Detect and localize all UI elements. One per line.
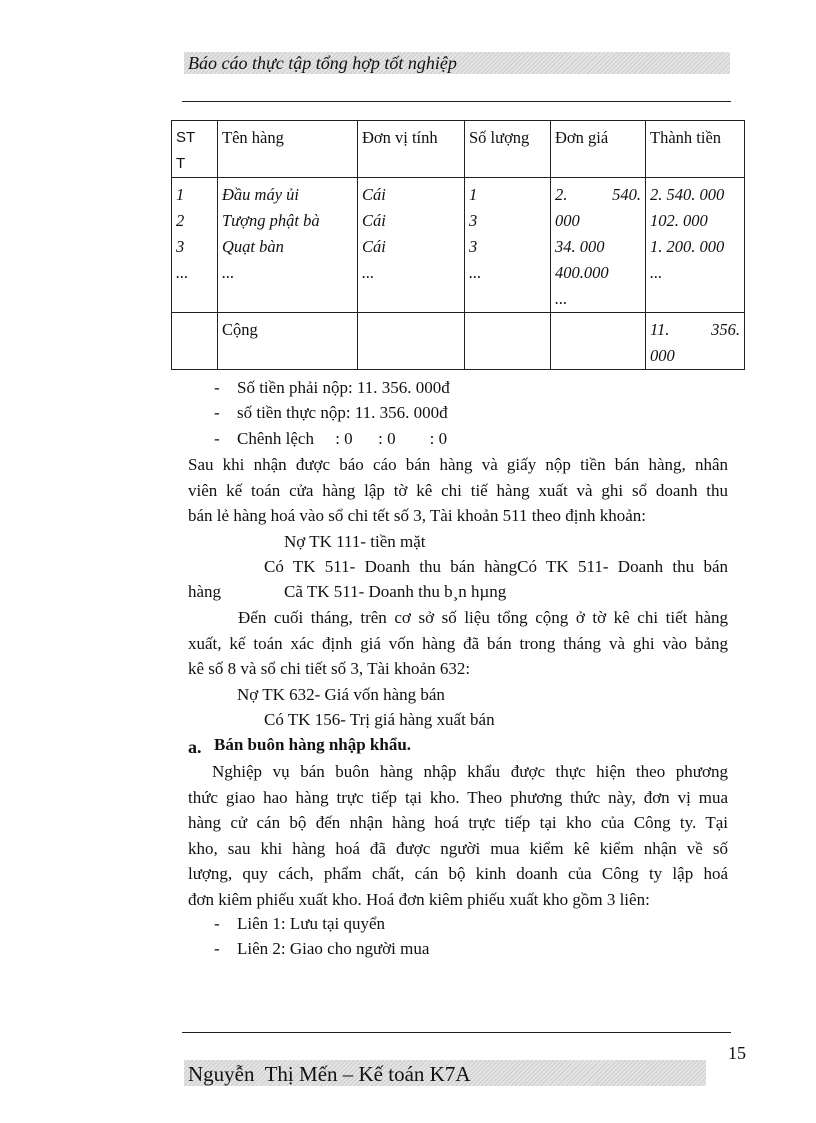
table-total-row <box>172 313 745 370</box>
total-amount-part: 11. <box>650 320 670 339</box>
lien-1: Liên 1: Lưu tại quyển <box>237 914 386 933</box>
item-price: 000 <box>555 211 580 230</box>
entry-hang-word: hàng <box>188 582 222 601</box>
stt-value: ... <box>176 263 189 282</box>
unit-cell <box>358 178 465 313</box>
paragraph-line: đơn kiêm phiếu xuất kho. Hoá đơn kiêm phiếu xuất kho gồm 3 liên: <box>188 889 650 909</box>
total-amount-part: 356. <box>711 320 740 339</box>
total-empty-cell <box>465 313 551 370</box>
item-name: Quạt bàn <box>222 237 284 256</box>
item-unit: Cái <box>362 211 386 230</box>
page-header <box>184 52 730 74</box>
item-price: 400.000 <box>555 263 609 282</box>
item-price-split <box>555 182 641 208</box>
paragraph-line: Sau khi nhận được báo cáo bán hàng và giấy nộp tiền bán hàng, nhân <box>188 455 728 474</box>
paragraph-line: viên kế toán cửa hàng lập tờ kê chi tiế hàng xuất và ghi sổ doanh thu <box>188 480 728 500</box>
paragraph-line: xuất, kế toán xác định giá vốn hàng đã bán trong tháng và ghi vào bảng <box>188 633 728 653</box>
item-amount: 102. 000 <box>650 211 708 230</box>
total-label: Cộng <box>218 313 358 370</box>
table-row <box>172 178 745 313</box>
amount-cell <box>646 178 745 313</box>
item-price: ... <box>555 289 568 308</box>
bullet-amount-paid: số tiền thực nộp: 11. 356. 000đ <box>237 403 448 422</box>
item-unit: Cái <box>362 237 386 256</box>
item-amount: ... <box>650 263 663 282</box>
item-amount: 1. 200. 000 <box>650 237 725 256</box>
item-price: 34. 000 <box>555 237 605 256</box>
stt-value: 2 <box>176 211 185 230</box>
paragraph-line: thức giao hao hàng trực tiếp tại kho. Theo phương thức này, đơn vị mua <box>188 787 728 807</box>
item-unit: Cái <box>362 185 386 204</box>
paragraph-cost <box>188 605 728 682</box>
price-part: 540. <box>612 185 641 204</box>
page-footer <box>184 1060 706 1086</box>
quantity-cell <box>465 178 551 313</box>
goods-table <box>171 120 745 370</box>
stt-value: 1 <box>176 185 185 204</box>
item-quantity: 1 <box>469 185 478 204</box>
header-price: Đơn giá <box>551 121 646 178</box>
stt-value: 3 <box>176 237 185 256</box>
item-name: Đầu máy ủi <box>222 185 299 204</box>
dash-marker: - <box>214 939 220 958</box>
paragraph-wholesale <box>188 759 728 912</box>
header-unit: Đơn vị tính <box>358 121 465 178</box>
header-rule <box>182 101 731 102</box>
total-amount-part: 000 <box>650 346 675 365</box>
header-quantity: Số lượng <box>465 121 551 178</box>
paragraph-line: Nghiệp vụ bán buôn hàng nhập khẩu được thực hiện theo phương <box>212 762 728 781</box>
entry-debit-111: Nợ TK 111- tiền mặt <box>284 532 426 551</box>
header-title: Báo cáo thực tập tổng hợp tốt nghiệp <box>188 53 457 73</box>
header-amount: Thành tiền <box>646 121 745 178</box>
table-header-row <box>172 121 745 178</box>
total-empty-cell <box>358 313 465 370</box>
total-amount-split <box>650 317 740 343</box>
footer-rule <box>182 1032 731 1033</box>
paragraph-line: kho, sau khi hàng hoá đã được người mua kiểm kê kiểm nhận về số <box>188 838 728 858</box>
dash-marker: - <box>214 914 220 933</box>
paragraph-line: hàng cử cán bộ đến nhận hàng hoá trực tiếp tại kho của Công ty. Tại <box>188 813 728 832</box>
item-amount: 2. 540. 000 <box>650 185 725 204</box>
section-title: Bán buôn hàng nhập khẩu. <box>214 735 412 754</box>
price-part: 2. <box>555 185 568 204</box>
footer-author: Nguyễn Thị Mến – Kế toán K7A <box>188 1062 471 1086</box>
dash-marker: - <box>214 403 220 422</box>
entry-credit-511: Có TK 511- Doanh thu bán hàngCó TK 511- Doanh thu bán <box>264 557 728 576</box>
bullet-difference: Chênh lệch : 0 : 0 : 0 <box>237 429 448 448</box>
name-cell <box>218 178 358 313</box>
item-name: ... <box>222 263 235 282</box>
header-name: Tên hàng <box>218 121 358 178</box>
total-empty-cell <box>551 313 646 370</box>
dash-marker: - <box>214 429 220 448</box>
section-marker: a. <box>188 737 202 757</box>
paragraph-line: Đến cuối tháng, trên cơ sở số liệu tổng cộng ở tờ kê chi tiết hàng <box>238 608 728 627</box>
lien-2: Liên 2: Giao cho người mua <box>237 939 430 958</box>
paragraph-sales-report <box>188 452 728 529</box>
item-quantity: 3 <box>469 237 478 256</box>
paragraph-line: kê số 8 và sổ chi tiết số 3, Tài khoản 632: <box>188 659 471 678</box>
item-name: Tượng phật bà <box>222 211 320 230</box>
entry-garbled-line: Cã TK 511- Doanh thu b¸n hµng <box>284 582 507 601</box>
entry-debit-632: Nợ TK 632- Giá vốn hàng bán <box>237 685 445 704</box>
bullet-amount-due: Số tiền phải nộp: 11. 356. 000đ <box>237 378 450 397</box>
total-amount-cell <box>646 313 745 370</box>
stt-cell <box>172 178 218 313</box>
item-quantity: ... <box>469 263 482 282</box>
paragraph-line: lượng, quy cách, phẩm chất, cán bộ kinh doanh của Công ty lập hoá <box>188 864 728 883</box>
total-empty-cell <box>172 313 218 370</box>
price-cell <box>551 178 646 313</box>
header-stt: ST T <box>172 121 218 178</box>
dash-marker: - <box>214 378 220 397</box>
entry-credit-156: Có TK 156- Trị giá hàng xuất bán <box>264 710 495 729</box>
page-number: 15 <box>728 1043 746 1063</box>
item-unit: ... <box>362 263 375 282</box>
paragraph-line: bán lẻ hàng hoá vào sổ chi tết số 3, Tài khoản 511 theo định khoản: <box>188 506 646 525</box>
item-quantity: 3 <box>469 211 478 230</box>
